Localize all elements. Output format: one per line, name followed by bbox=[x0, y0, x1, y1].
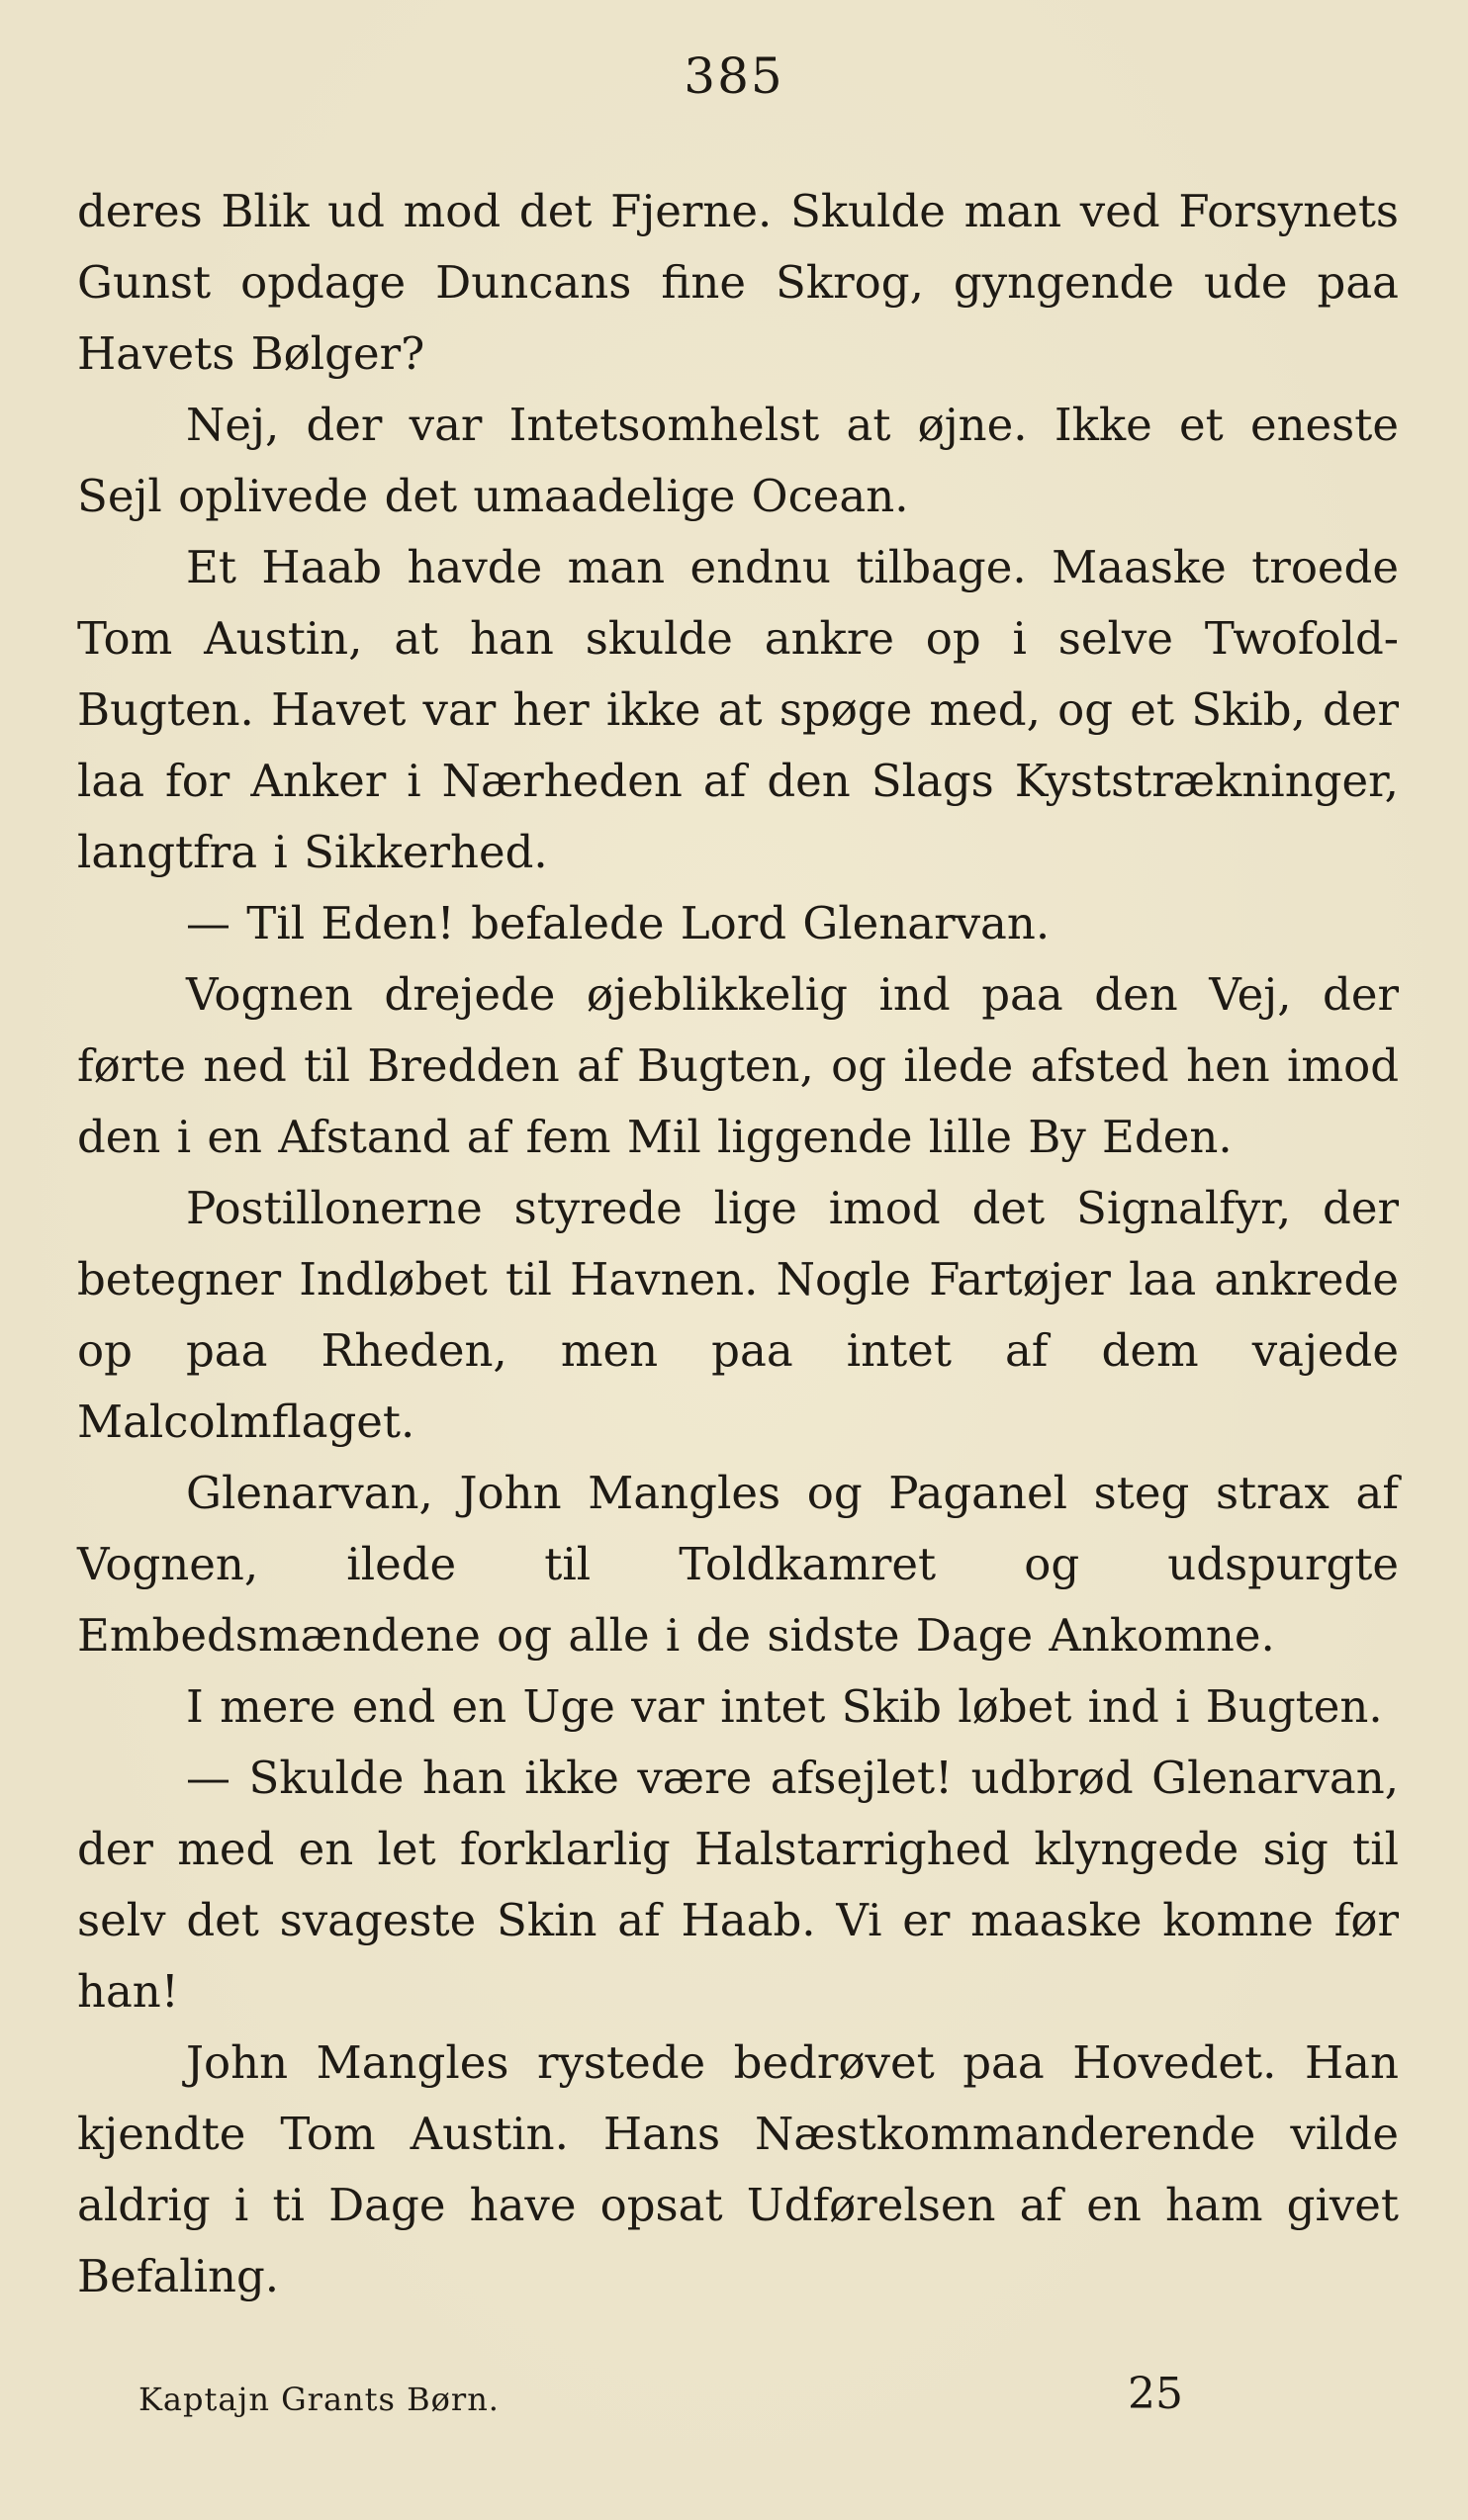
paragraph: — Til Eden! befalede Lord Glenarvan. bbox=[186, 897, 1051, 949]
paragraph: Vognen drejede øjeblikkelig ind paa den Vej, der førte ned til Bredden af Bugten, og ilede afsted hen imod den i en Afstand af fem Mil liggende lille By Eden. bbox=[77, 968, 1399, 1163]
paragraph: — Skulde han ikke være afsejlet! udbrød Glenarvan, der med en let forklarlig Halstarrighed klyngede sig til selv det svageste Skin af Haab. Vi er maaske komne før han! bbox=[77, 1752, 1399, 2018]
paragraph: I mere end en Uge var intet Skib løbet ind i Bugten. bbox=[186, 1680, 1383, 1733]
paragraph: Glenarvan, John Mangles og Paganel steg strax af Vognen, ilede til Toldkamret og udspurgte Embedsmændene og alle i de sidste Dage Ankomne. bbox=[77, 1467, 1399, 1662]
paragraph: Postillonerne styrede lige imod det Signalfyr, der betegner Indløbet til Havnen. Nogle Fartøjer laa ankrede op paa Rheden, men paa intet af dem vajede Malcolmflaget. bbox=[77, 1182, 1399, 1448]
page-footer bbox=[138, 2369, 1183, 2428]
paragraph: Et Haab havde man endnu tilbage. Maaske troede Tom Austin, at han skulde ankre op i selve Twofold-Bugten. Havet var her ikke at spøge med, og et Skib, der laa for Anker i Nærheden af den Slags Kyststrækninger, langtfra i Sikkerhed. bbox=[77, 541, 1399, 878]
paragraph: deres Blik ud mod det Fjerne. Skulde man ved Forsynets Gunst opdage Duncans fine Skrog, gyngende ude paa Havets Bølger? bbox=[77, 185, 1399, 380]
footer-signature: Kaptajn Grants Børn. bbox=[138, 2381, 500, 2418]
paragraph: Nej, der var Intetsomhelst at øjne. Ikke et eneste Sejl oplivede det umaadelige Ocean. bbox=[77, 399, 1399, 522]
page-number: 385 bbox=[684, 47, 784, 105]
paragraph: John Mangles rystede bedrøvet paa Hovedet. Han kjendte Tom Austin. Hans Næstkommanderende vilde aldrig i ti Dage have opsat Udførelsen af en ham givet Befaling. bbox=[77, 2036, 1399, 2302]
sheet-number: 25 bbox=[1128, 2369, 1183, 2419]
body-text bbox=[77, 176, 1399, 2312]
